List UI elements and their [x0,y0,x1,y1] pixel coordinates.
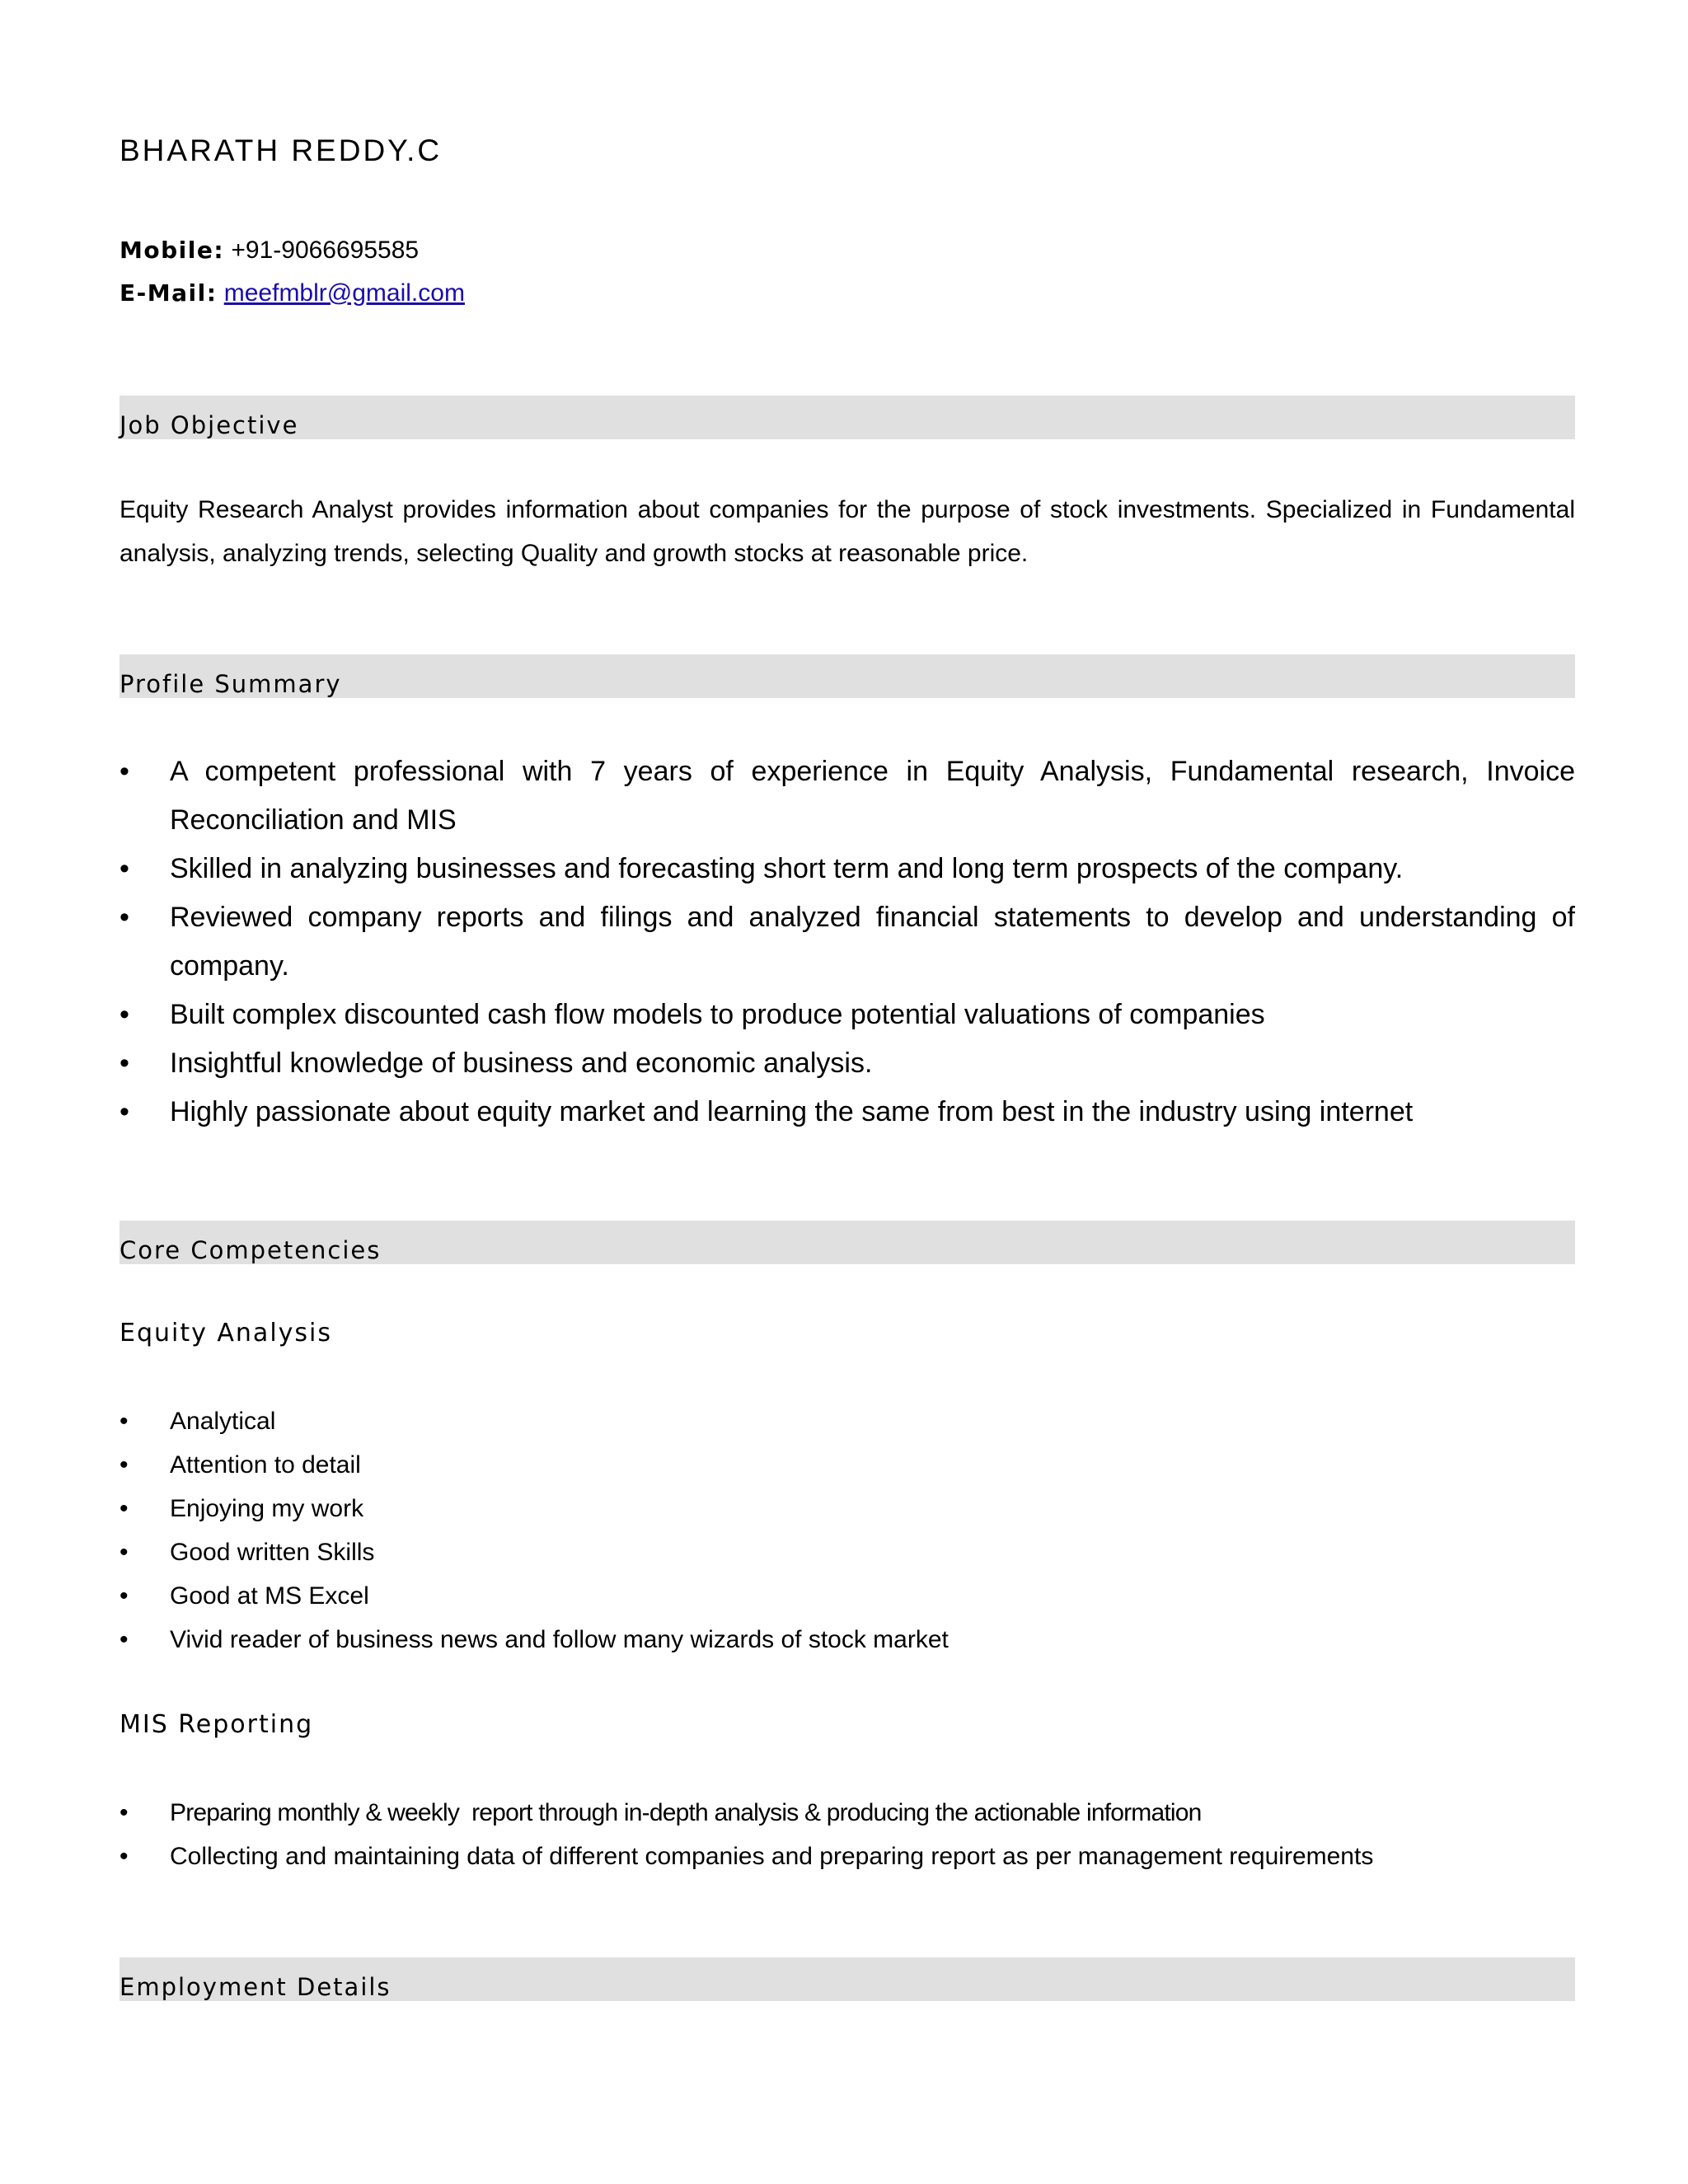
list-item [120,1574,1575,1618]
candidate-name: BHARATH REDDY.C [120,134,443,167]
bullet-icon: • [120,756,129,787]
section-title-profile-summary: Profile Summary [120,670,342,698]
subsection-title-equity-analysis: Equity Analysis [120,1319,333,1347]
section-title-employment-details: Employment Details [120,1973,392,2001]
list-item-text: Good at MS Excel [170,1582,369,1610]
list-item [120,1618,1575,1661]
list-item-text: Good written Skills [170,1539,375,1566]
list-item-text: Reviewed company reports and filings and analyzed financial statements to develop and understanding of company. [170,902,1575,982]
email-label: E-Mail: [120,279,218,307]
mobile-value: +91-9066695585 [231,237,420,264]
list-item-text: Highly passionate about equity market and learning the same from best in the industry using internet [170,1096,1414,1127]
subsection-title-mis-reporting: MIS Reporting [120,1710,314,1739]
bullet-icon: • [120,1047,129,1079]
list-item [120,1487,1575,1530]
list-item [120,1791,1575,1835]
section-bar-employment-details [120,1957,1575,2001]
section-bar-core-competencies [120,1221,1575,1264]
section-bar-job-objective [120,396,1575,439]
list-item-text: Collecting and maintaining data of different companies and preparing report as per management requirements [170,1843,1374,1870]
section-title-job-objective: Job Objective [120,411,299,439]
list-item [120,991,1575,1039]
mobile-line [120,236,419,265]
list-item-text: Insightful knowledge of business and economic analysis. [170,1047,873,1079]
section-bar-profile-summary [120,654,1575,698]
list-item-text: Vivid reader of business news and follow many wizards of stock market [170,1626,949,1653]
list-item-text: Attention to detail [170,1451,361,1479]
section-title-core-competencies: Core Competencies [120,1236,382,1264]
bullet-icon: • [120,1843,129,1870]
bullet-icon: • [120,1799,128,1826]
list-item [120,1443,1575,1487]
equity-analysis-list [120,1399,1575,1661]
list-item [120,1399,1575,1443]
bullet-icon: • [120,999,129,1030]
bullet-icon: • [120,902,129,933]
list-item-text: Built complex discounted cash flow models to produce potential valuations of companies [170,999,1265,1030]
list-item [120,1088,1575,1137]
list-item [120,845,1575,893]
bullet-icon: • [120,1408,129,1435]
bullet-icon: • [120,1495,129,1522]
job-objective-text: Equity Research Analyst provides information about companies for the purpose of stock investments. Specialized in Fundamental analysis, analyzing trends, selecting Quality and growth stocks at reasonable price. [120,496,1575,567]
list-item-text: Preparing monthly & weekly report through in-depth analysis & producing the actionable information [170,1799,1202,1826]
list-item [120,1039,1575,1088]
bullet-icon: • [120,1451,129,1479]
bullet-icon: • [120,853,129,884]
email-link[interactable]: meefmblr@gmail.com [223,279,465,307]
profile-summary-list [120,748,1575,1137]
bullet-icon: • [120,1626,129,1653]
mobile-label: Mobile: [120,237,225,264]
list-item [120,1530,1575,1574]
list-item-text: Analytical [170,1408,276,1435]
bullet-icon: • [120,1582,129,1610]
list-item [120,893,1575,991]
list-item [120,748,1575,845]
list-item [120,1835,1575,1878]
list-item-text: A competent professional with 7 years of experience in Equity Analysis, Fundamental research, Invoice Reconciliation and MIS [170,756,1575,836]
list-item-text: Skilled in analyzing businesses and forecasting short term and long term prospects of the company. [170,853,1404,884]
mis-reporting-list [120,1791,1575,1878]
bullet-icon: • [120,1096,129,1127]
list-item-text: Enjoying my work [170,1495,364,1522]
bullet-icon: • [120,1539,129,1566]
email-line [120,279,465,308]
